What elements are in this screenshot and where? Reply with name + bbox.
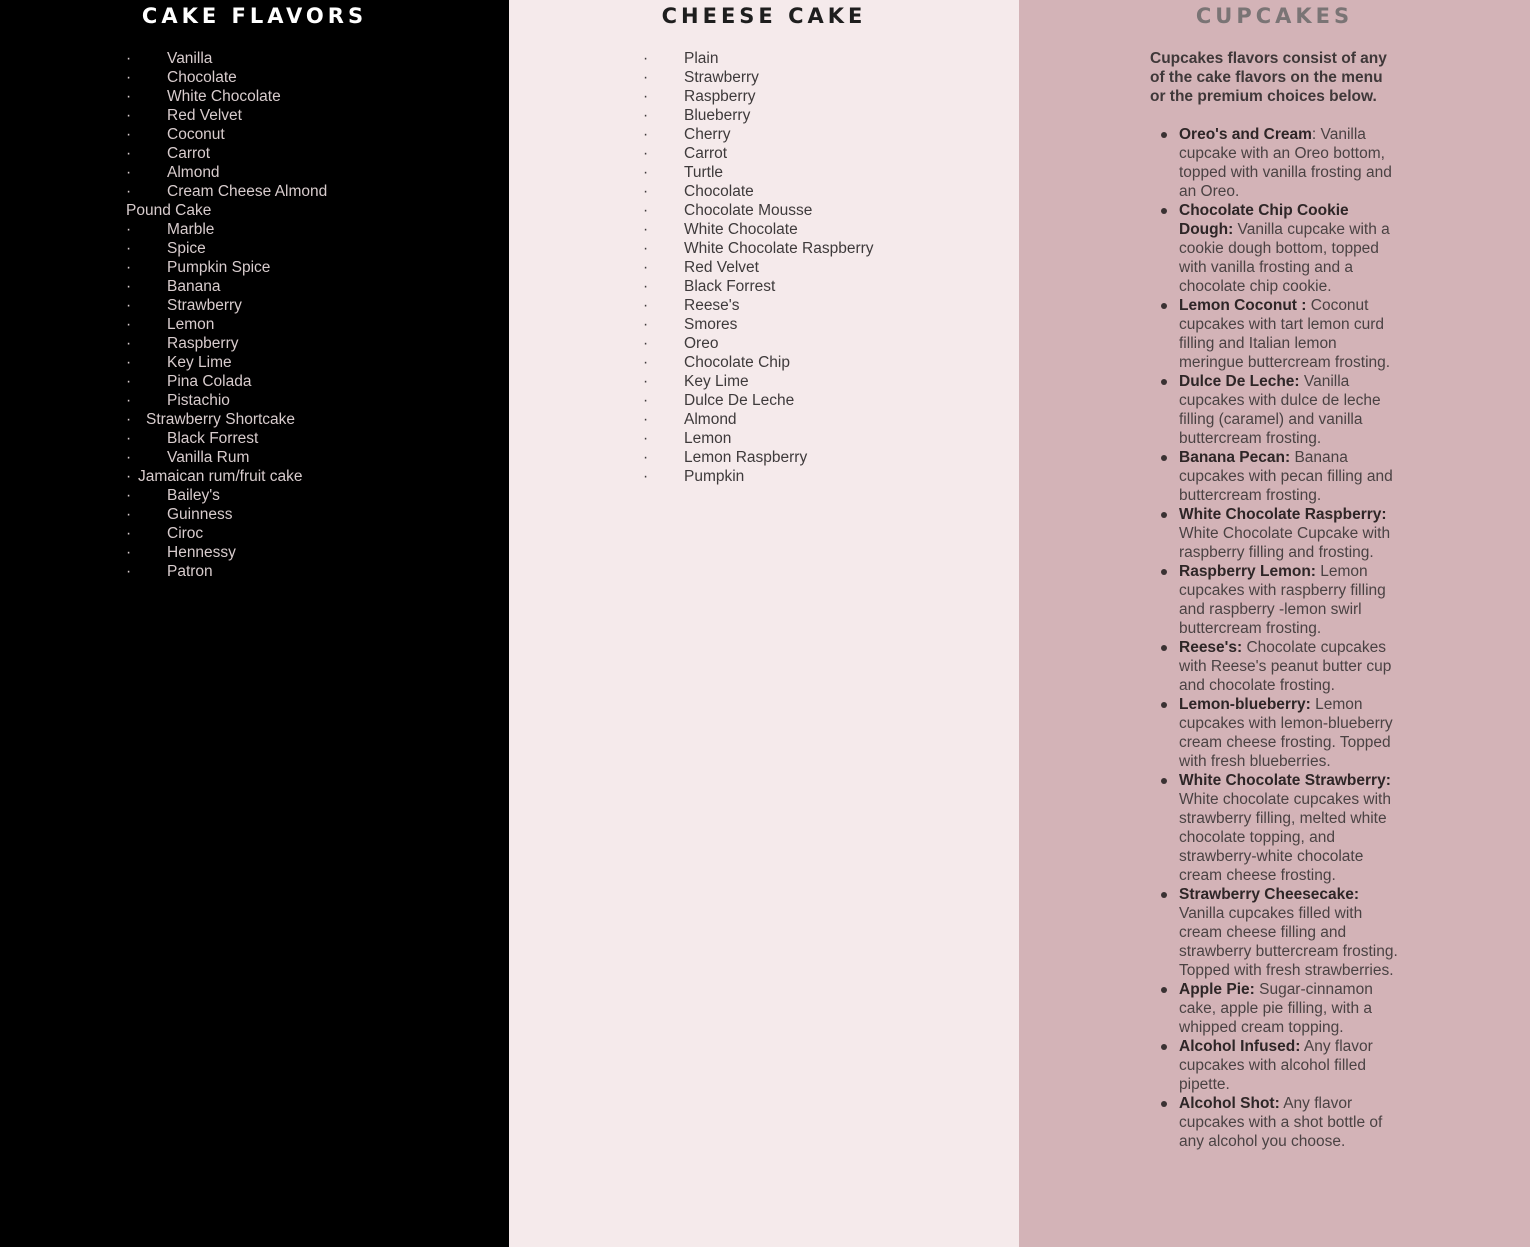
cake-flavor-item — [126, 429, 327, 448]
bullet-dot: · — [126, 164, 132, 181]
bullet-dot: · — [643, 316, 649, 333]
cupcake-name: Strawberry Cheesecake: — [1179, 886, 1360, 903]
cupcake-name: Banana Pecan: — [1179, 449, 1291, 466]
cake-flavor-item — [126, 391, 327, 410]
cupcake-name: Lemon Coconut : — [1179, 297, 1307, 314]
cake-flavors-title: CAKE FLAVORS — [141, 4, 368, 28]
cupcake-item — [1179, 1094, 1401, 1151]
bullet-dot: · — [643, 430, 649, 447]
cheese-cake-label: Black Forrest — [684, 278, 776, 295]
cheese-cake-label: Raspberry — [684, 88, 756, 105]
cupcakes-column — [1019, 0, 1530, 1247]
cake-flavor-item — [126, 315, 327, 334]
bullet-dot: · — [643, 69, 649, 86]
bullet-dot: · — [643, 259, 649, 276]
cake-flavor-label: Key Lime — [167, 354, 232, 371]
cheese-cake-item — [643, 448, 874, 467]
bullet-dot: · — [126, 392, 132, 409]
cheese-cake-item — [643, 68, 874, 87]
bullet-dot: · — [126, 335, 132, 352]
cupcake-description: Vanilla cupcakes filled with cream cheese filling and strawberry buttercream frosting. Topped with fresh strawberries. — [1179, 905, 1398, 979]
cupcake-item — [1179, 296, 1401, 372]
cake-flavor-label: Carrot — [167, 145, 211, 162]
cake-flavor-item — [126, 410, 327, 429]
cupcakes-list — [1179, 125, 1401, 1151]
cheese-cake-label: Carrot — [684, 145, 728, 162]
bullet-dot: · — [126, 240, 132, 257]
cupcake-name: Lemon-blueberry: — [1179, 696, 1311, 713]
bullet-dot: · — [126, 316, 132, 333]
cupcake-name: Alcohol Shot: — [1179, 1095, 1280, 1112]
cake-flavor-label: Pound Cake — [126, 202, 212, 219]
cake-flavor-item — [126, 258, 327, 277]
cheese-cake-title: CHEESE CAKE — [661, 4, 867, 28]
bullet-dot: · — [643, 221, 649, 238]
cheese-cake-label: Cherry — [684, 126, 731, 143]
bullet-dot: · — [643, 183, 649, 200]
cake-flavor-item — [126, 239, 327, 258]
cake-flavor-item — [126, 68, 327, 87]
cake-flavor-item — [126, 524, 327, 543]
cupcakes-intro: Cupcakes flavors consist of any of the cake flavors on the menu or the premium choices below. — [1150, 50, 1387, 105]
cake-flavor-label: Strawberry Shortcake — [146, 411, 296, 428]
cake-flavor-item — [126, 163, 327, 182]
cake-flavor-label: Guinness — [167, 506, 233, 523]
cheese-cake-item — [643, 106, 874, 125]
bullet-dot: · — [126, 373, 132, 390]
cheese-cake-item — [643, 391, 874, 410]
bullet-dot: · — [126, 297, 132, 314]
cake-flavor-item — [126, 334, 327, 353]
cheese-cake-label: Chocolate — [684, 183, 754, 200]
cupcake-name: Chocolate Chip Cookie Dough: — [1179, 202, 1349, 238]
bullet-dot: · — [126, 88, 132, 105]
cake-flavors-column — [0, 0, 509, 1247]
cheese-cake-column — [509, 0, 1019, 1247]
bullet-dot: · — [126, 354, 132, 371]
cake-flavor-item — [126, 562, 327, 581]
cupcake-description: Coconut cupcakes with tart lemon curd filling and Italian lemon meringue buttercream frosting. — [1179, 297, 1391, 371]
cake-flavor-label: Patron — [167, 563, 213, 580]
cake-flavor-item — [126, 125, 327, 144]
cake-flavor-label: Coconut — [167, 126, 225, 143]
cupcake-description: Lemon cupcakes with raspberry filling and raspberry -lemon swirl buttercream frosting. — [1179, 563, 1386, 637]
cake-flavor-item — [126, 220, 327, 239]
bullet-dot: · — [126, 430, 132, 447]
cake-flavor-label: Almond — [167, 164, 220, 181]
cake-flavor-label: Spice — [167, 240, 206, 257]
cupcake-item — [1179, 562, 1401, 638]
bullet-dot: · — [126, 468, 132, 485]
bullet-dot: · — [643, 468, 649, 485]
cheese-cake-label: Red Velvet — [684, 259, 759, 276]
cake-flavor-label: Hennessy — [167, 544, 236, 561]
cake-flavors-list — [126, 49, 327, 581]
bullet-dot: · — [643, 335, 649, 352]
cheese-cake-item — [643, 163, 874, 182]
cupcake-description: White chocolate cupcakes with strawberry filling, melted white chocolate topping, and strawberry-white chocolate cream cheese frosting. — [1179, 791, 1391, 884]
bullet-dot: · — [643, 50, 649, 67]
cupcake-item — [1179, 372, 1401, 448]
cupcakes-title: CUPCAKES — [1195, 4, 1354, 28]
cake-flavor-item — [126, 448, 327, 467]
cheese-cake-item — [643, 315, 874, 334]
bullet-dot: · — [643, 392, 649, 409]
cupcake-item — [1179, 980, 1401, 1037]
bullet-dot: · — [126, 50, 132, 67]
cupcake-item — [1179, 1037, 1401, 1094]
cake-flavor-label: Lemon — [167, 316, 215, 333]
cheese-cake-label: White Chocolate — [684, 221, 798, 238]
bullet-dot: · — [126, 525, 132, 542]
cupcake-description: Lemon cupcakes with lemon-blueberry cream cheese frosting. Topped with fresh blueberries. — [1179, 696, 1393, 770]
cheese-cake-label: Smores — [684, 316, 738, 333]
cake-flavor-label: Marble — [167, 221, 215, 238]
cake-flavor-label: Pina Colada — [167, 373, 252, 390]
cake-flavor-item — [126, 486, 327, 505]
bullet-dot: · — [126, 449, 132, 466]
cheese-cake-label: Key Lime — [684, 373, 749, 390]
cake-flavor-label: Bailey's — [167, 487, 220, 504]
cupcake-description: White Chocolate Cupcake with raspberry filling and frosting. — [1179, 525, 1391, 561]
cheese-cake-label: Dulce De Leche — [684, 392, 795, 409]
cheese-cake-item — [643, 258, 874, 277]
cake-flavor-item — [126, 505, 327, 524]
cupcake-name: White Chocolate Strawberry: — [1179, 772, 1391, 789]
cheese-cake-item — [643, 410, 874, 429]
bullet-dot: · — [126, 221, 132, 238]
cupcake-name: Raspberry Lemon: — [1179, 563, 1316, 580]
bullet-dot: · — [643, 164, 649, 181]
cake-flavor-item — [126, 277, 327, 296]
cheese-cake-label: Reese's — [684, 297, 740, 314]
cake-flavor-label: Strawberry — [167, 297, 242, 314]
cheese-cake-label: Oreo — [684, 335, 719, 352]
cupcake-item — [1179, 695, 1401, 771]
cake-flavor-label: Vanilla — [167, 50, 213, 67]
cheese-cake-item — [643, 87, 874, 106]
cheese-cake-item — [643, 49, 874, 68]
bullet-dot: · — [643, 240, 649, 257]
cheese-cake-item — [643, 239, 874, 258]
cake-flavor-item — [126, 87, 327, 106]
cake-flavor-item — [126, 296, 327, 315]
cupcake-item — [1179, 885, 1401, 980]
cheese-cake-item — [643, 334, 874, 353]
cake-flavor-item — [126, 353, 327, 372]
cheese-cake-label: Strawberry — [684, 69, 759, 86]
cupcake-description: Vanilla cupcake with a cookie dough bottom, topped with vanilla frosting and a chocolate chip cookie. — [1179, 221, 1390, 295]
cupcake-name: Dulce De Leche: — [1179, 373, 1300, 390]
bullet-dot: · — [643, 449, 649, 466]
cupcake-name: White Chocolate Raspberry: — [1179, 506, 1387, 523]
cheese-cake-item — [643, 372, 874, 391]
cheese-cake-label: Blueberry — [684, 107, 751, 124]
cheese-cake-item — [643, 144, 874, 163]
cheese-cake-label: Plain — [684, 50, 719, 67]
cupcake-description: Banana cupcakes with pecan filling and buttercream frosting. — [1179, 449, 1393, 504]
cheese-cake-label: Chocolate Mousse — [684, 202, 813, 219]
cake-flavor-item — [126, 467, 327, 486]
bullet-dot: · — [126, 506, 132, 523]
bullet-dot: · — [126, 145, 132, 162]
cupcake-description: Chocolate cupcakes with Reese's peanut butter cup and chocolate frosting. — [1179, 639, 1392, 694]
cupcake-item — [1179, 638, 1401, 695]
bullet-dot: · — [643, 202, 649, 219]
cupcake-description: Vanilla cupcakes with dulce de leche filling (caramel) and vanilla buttercream frosting. — [1179, 373, 1381, 447]
cake-flavor-label: Banana — [167, 278, 221, 295]
cake-flavor-label: Jamaican rum/fruit cake — [138, 468, 303, 485]
cheese-cake-label: Chocolate Chip — [684, 354, 790, 371]
cake-flavor-item — [126, 182, 327, 201]
bullet-dot: · — [643, 145, 649, 162]
cupcake-name: Reese's: — [1179, 639, 1243, 656]
bullet-dot: · — [643, 88, 649, 105]
cake-flavor-label: Red Velvet — [167, 107, 242, 124]
cupcake-item — [1179, 505, 1401, 562]
bullet-dot: · — [126, 126, 132, 143]
cake-flavor-label: White Chocolate — [167, 88, 281, 105]
cupcake-description: Sugar-cinnamon cake, apple pie filling, with a whipped cream topping. — [1179, 981, 1373, 1036]
cupcake-item — [1179, 201, 1401, 296]
cheese-cake-label: Almond — [684, 411, 737, 428]
cheese-cake-label: Lemon — [684, 430, 732, 447]
cake-flavor-label: Raspberry — [167, 335, 239, 352]
cheese-cake-label: Lemon Raspberry — [684, 449, 808, 466]
bullet-dot: · — [643, 411, 649, 428]
cheese-cake-item — [643, 429, 874, 448]
bullet-dot: · — [126, 69, 132, 86]
cheese-cake-label: Pumpkin — [684, 468, 745, 485]
cake-flavor-label: Ciroc — [167, 525, 204, 542]
bullet-dot: · — [643, 278, 649, 295]
bullet-dot: · — [126, 183, 132, 200]
cupcake-name: Oreo's and Cream — [1179, 126, 1312, 143]
cupcake-description: Vanilla cupcake with an Oreo bottom, topped with vanilla frosting and an Oreo. — [1179, 126, 1392, 200]
cake-flavor-label: Chocolate — [167, 69, 237, 86]
cheese-cake-item — [643, 277, 874, 296]
cake-flavor-label: Pumpkin Spice — [167, 259, 271, 276]
bullet-dot: · — [643, 107, 649, 124]
bullet-dot: · — [126, 563, 132, 580]
cheese-cake-item — [643, 353, 874, 372]
cupcake-item — [1179, 448, 1401, 505]
cake-flavor-label: Black Forrest — [167, 430, 259, 447]
bullet-dot: · — [126, 411, 132, 428]
bullet-dot: · — [126, 107, 132, 124]
cupcake-description: Any flavor cupcakes with a shot bottle of any alcohol you choose. — [1179, 1095, 1383, 1150]
bullet-dot: · — [643, 297, 649, 314]
cheese-cake-item — [643, 220, 874, 239]
cupcake-name: Apple Pie: — [1179, 981, 1255, 998]
bullet-dot: · — [126, 278, 132, 295]
bullet-dot: · — [126, 259, 132, 276]
cheese-cake-list — [643, 49, 874, 486]
cheese-cake-item — [643, 467, 874, 486]
cheese-cake-item — [643, 296, 874, 315]
cheese-cake-item — [643, 125, 874, 144]
cake-flavor-item — [126, 144, 327, 163]
cake-flavor-label: Pistachio — [167, 392, 230, 409]
bullet-dot: · — [643, 354, 649, 371]
cupcake-item: Oreo's and Cream: Vanilla cupcake with an Oreo bottom, topped with vanilla frosting and an Oreo. — [1179, 125, 1401, 201]
cheese-cake-label: White Chocolate Raspberry — [684, 240, 874, 257]
cheese-cake-item — [643, 201, 874, 220]
cake-flavor-item — [126, 372, 327, 391]
cupcake-item — [1179, 771, 1401, 885]
cake-flavor-item — [126, 49, 327, 68]
cake-flavor-item — [126, 106, 327, 125]
cupcake-description: Any flavor cupcakes with alcohol filled pipette. — [1179, 1038, 1373, 1093]
bullet-dot: · — [126, 487, 132, 504]
cake-flavor-item — [126, 543, 327, 562]
cake-flavor-item — [126, 201, 327, 220]
cheese-cake-item — [643, 182, 874, 201]
cheese-cake-label: Turtle — [684, 164, 724, 181]
cake-flavor-label: Vanilla Rum — [167, 449, 250, 466]
bullet-dot: · — [126, 544, 132, 561]
bullet-dot: · — [643, 373, 649, 390]
cake-flavor-label: Cream Cheese Almond — [167, 183, 328, 200]
bullet-dot: · — [643, 126, 649, 143]
cupcake-name: Alcohol Infused: — [1179, 1038, 1301, 1055]
